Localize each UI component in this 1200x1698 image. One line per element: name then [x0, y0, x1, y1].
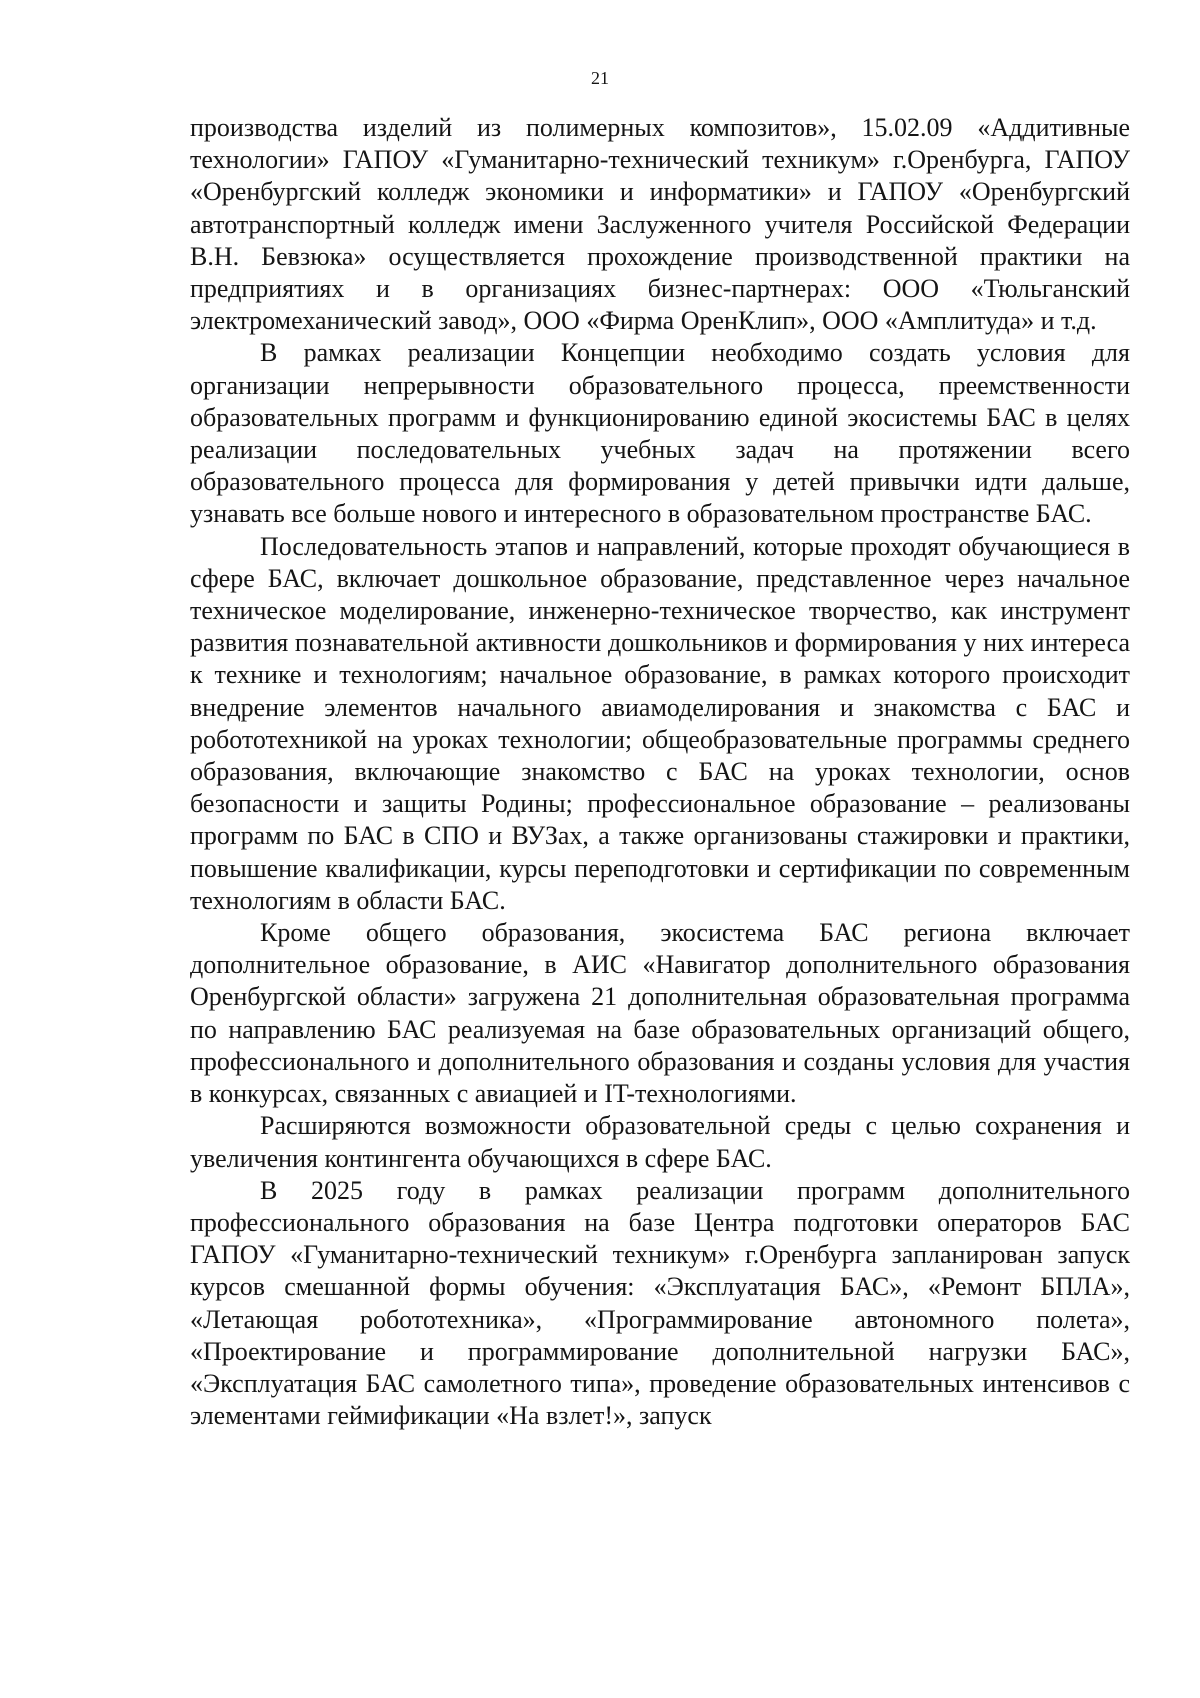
page-number: 21 [591, 68, 609, 88]
paragraph-education-stages: Последовательность этапов и направлений, которые проходят обучающиеся в сфере БАС, включает дошкольное образование, представленное через начальное техническое моделирование, инженерно-техническое творчество, как инструмент развития познавательной активности дошкольников и формирования у них интереса к технике и технологиям; начальное образование, в рамках которого происходит внедрение элементов начального авиамоделирования и знакомства с БАС и робототехникой на уроках технологии; общеобразовательные программы среднего образования, включающие знакомство с БАС на уроках технологии, основ безопасности и защиты Родины; профессиональное образование – реализованы программ по БАС в СПО и ВУЗах, а также организованы стажировки и практики, повышение квалификации, курсы переподготовки и сертификации по современным технологиям в области БАС. [190, 531, 1130, 915]
document-body [190, 112, 1130, 1432]
paragraph-additional-education: Кроме общего образования, экосистема БАС региона включает дополнительное образование, в АИС «Навигатор дополнительного образования Оренбургской области» загружена 21 дополнительная образовательная программа по направлению БАС реализуемая на базе образовательных организаций общего, профессионального и дополнительного образования и созданы условия для участия в конкурсах, связанных с авиацией и IT-технологиями. [190, 918, 1130, 1109]
paragraph-continuation: производства изделий из полимерных композитов», 15.02.09 «Аддитивные технологии» ГАПОУ «Гуманитарно-технический техникум» г.Оренбурга, ГАПОУ «Оренбургский колледж экономики и информатики» и ГАПОУ «Оренбургский автотранспортный колледж имени Заслуженного учителя Российской Федерации В.Н. Бевзюка» осуществляется прохождение производственной практики на предприятиях и в организациях бизнес-партнерах: ООО «Тюльганский электромеханический завод», ООО «Фирма ОренКлип», ООО «Амплитуда» и т.д. [190, 113, 1130, 336]
paragraph-environment-expansion: Расширяются возможности образовательной среды с целью сохранения и увеличения контингента обучающихся в сфере БАС. [190, 1111, 1130, 1173]
paragraph-concept-conditions: В рамках реализации Концепции необходимо создать условия для организации непрерывности образовательного процесса, преемственности образовательных программ и функционированию единой экосистемы БАС в целях реализации последовательных учебных задач на протяжении всего образовательного процесса для формирования у детей привычки идти дальше, узнавать все больше нового и интересного в образовательном пространстве БАС. [190, 338, 1130, 529]
paragraph-2025-plans: В 2025 году в рамках реализации программ дополнительного профессионального образования на базе Центра подготовки операторов БАС ГАПОУ «Гуманитарно-технический техникум» г.Оренбурга запланирован запуск курсов смешанной формы обучения: «Эксплуатация БАС», «Ремонт БПЛА», «Летающая робототехника», «Программирование автономного полета», «Проектирование и программирование дополнительной нагрузки БАС», «Эксплуатация БАС самолетного типа», проведение образовательных интенсивов с элементами геймификации «На взлет!», запуск [190, 1175, 1130, 1431]
